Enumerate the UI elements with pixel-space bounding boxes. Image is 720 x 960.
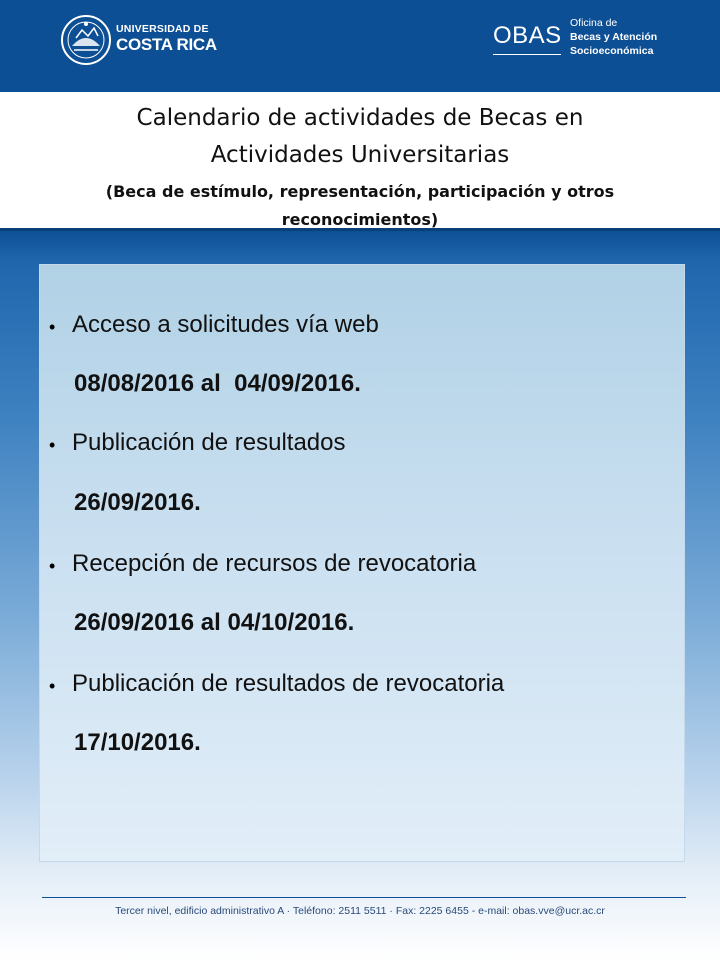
office-line3: Socioeconómica [570, 45, 654, 57]
university-line1: UNIVERSIDAD DE [116, 23, 209, 35]
title-box [0, 92, 720, 231]
bullet-icon: • [49, 435, 56, 455]
bullet-icon: • [49, 676, 56, 696]
office-line2: Becas y Atención [570, 31, 658, 43]
bullet-icon: • [49, 317, 56, 337]
university-line2: COSTA RICA [116, 34, 217, 54]
item-label: Recepción de recursos de revocatoria [72, 550, 477, 577]
office-name [570, 16, 657, 58]
office-line1: Oficina de [570, 17, 618, 29]
bullet-icon: • [49, 556, 56, 576]
item-label: Publicación de resultados de revocatoria [72, 670, 505, 697]
ucr-seal-icon [60, 12, 112, 68]
obas-divider [493, 54, 561, 55]
item-date: 26/09/2016 al 04/10/2016. [74, 609, 355, 636]
page-title [0, 100, 720, 174]
schedule-panel [39, 264, 685, 862]
footer-contact: Tercer nivel, edificio administrativo A · Teléfono: 2511 5511 · Fax: 2225 6455 - e-mail: obas.vve@ucr.ac.cr [115, 905, 605, 917]
item-date: 26/09/2016. [74, 489, 201, 516]
item-date: 08/08/2016 al 04/09/2016. [74, 370, 361, 397]
item-date: 17/10/2016. [74, 729, 201, 756]
page-title-line1: Calendario de actividades de Becas en [136, 105, 584, 131]
page-subtitle: (Beca de estímulo, representación, participación y otros reconocimientos) [105, 182, 615, 229]
item-label: Acceso a solicitudes vía web [72, 311, 379, 338]
obas-logo-text: OBAS [493, 22, 562, 49]
header-banner [0, 0, 720, 92]
page-title-line2: Actividades Universitarias [210, 142, 510, 168]
footer-divider [42, 897, 686, 898]
item-label: Publicación de resultados [72, 429, 346, 456]
university-name [116, 24, 217, 53]
